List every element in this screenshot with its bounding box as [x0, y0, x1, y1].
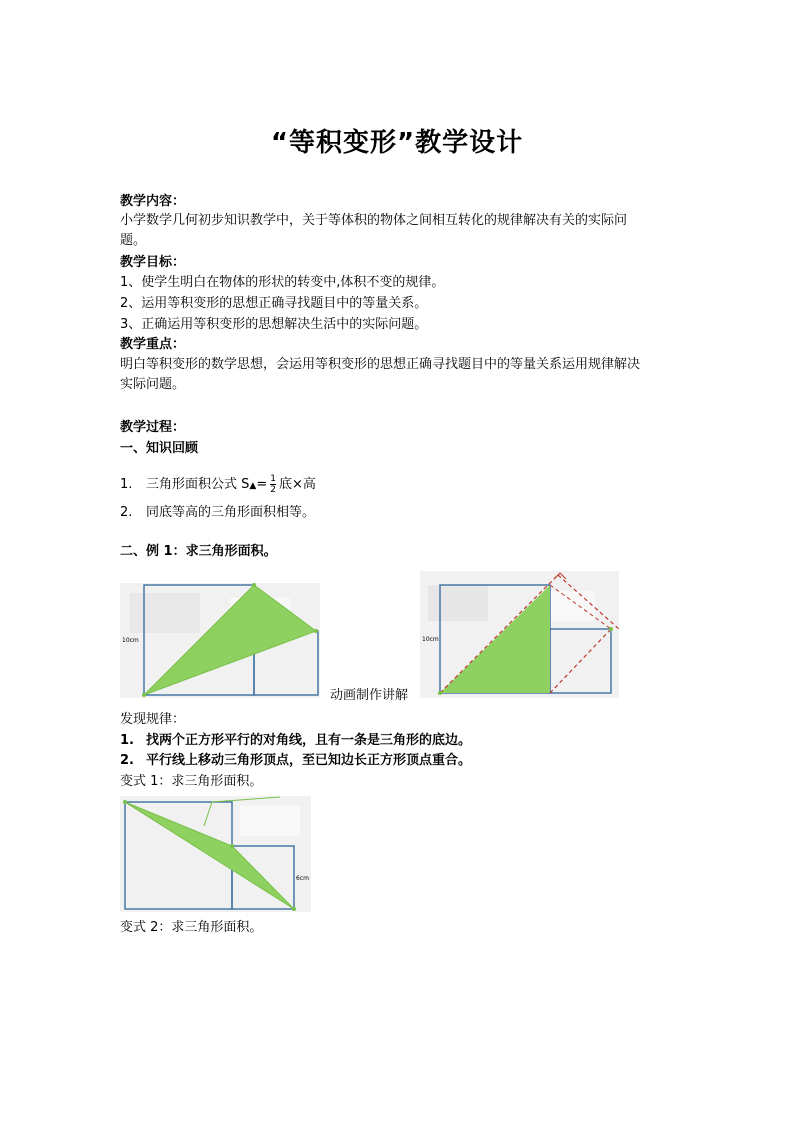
side-length-label: 6cm	[296, 875, 309, 882]
review-item-2-text: 同底等高的三角形面积相等。	[146, 505, 316, 520]
review-item-1-number: 1.	[120, 477, 133, 492]
findings-heading: 发现规律：	[120, 712, 186, 727]
content-text: 小学数学几何初步知识教学中，关于等体积的物体之间相互转化的规律解决有关的实际问题。	[120, 213, 628, 248]
focus-text: 明白等积变形的数学思想，会运用等积变形的思想正确寻找题目中的等量关系运用规律解决实际问题。	[120, 357, 641, 392]
animation-caption: 动画制作讲解	[330, 688, 409, 703]
triangle-subscript: ▲	[249, 481, 257, 491]
example1-figure	[120, 583, 320, 698]
content-heading: 教学内容：	[120, 194, 186, 209]
goal-item-3: 3、正确运用等积变形的思想解决生活中的实际问题。	[120, 317, 428, 332]
finding-item-1-number: 1.	[120, 733, 134, 748]
example1-heading: 二、例 1：求三角形面积。	[120, 544, 277, 559]
review-item-2-number: 2.	[120, 505, 133, 520]
finding-item-2	[120, 751, 471, 771]
area-formula-suffix: 底×高	[278, 477, 316, 492]
one-half-fraction	[270, 474, 276, 495]
variant1-figure	[120, 796, 311, 912]
goals-heading: 教学目标：	[120, 255, 186, 270]
example1-animated-figure	[420, 571, 619, 698]
variant2-heading: 变式 2：求三角形面积。	[120, 920, 263, 935]
variant1-heading: 变式 1：求三角形面积。	[120, 774, 263, 789]
finding-item-2-number: 2.	[120, 753, 134, 768]
finding-item-2-text: 平行线上移动三角形顶点，至已知边长正方形顶点重合。	[146, 753, 472, 768]
focus-heading: 教学重点：	[120, 337, 186, 352]
goal-item-2: 2、运用等积变形的思想正确寻找题目中的等量关系。	[120, 296, 428, 311]
side-length-label: 10cm	[122, 637, 139, 644]
fraction-denominator: 2	[270, 485, 276, 495]
equals-sign: =	[256, 477, 268, 492]
goal-item-1: 1、使学生明白在物体的形状的转变中,体积不变的规律。	[120, 275, 445, 290]
page-title: “等积变形”教学设计	[270, 128, 524, 158]
side-length-label: 10cm	[422, 636, 439, 643]
finding-item-1-text: 找两个正方形平行的对角线，且有一条是三角形的底边。	[146, 733, 472, 748]
section-review-heading: 一、知识回顾	[120, 441, 199, 456]
area-formula-prefix: 三角形面积公式 S	[146, 477, 250, 492]
fraction-numerator: 1	[270, 474, 276, 484]
finding-item-1	[120, 731, 471, 751]
review-item-2	[120, 503, 315, 523]
process-heading: 教学过程：	[120, 420, 186, 435]
review-item-1	[120, 474, 316, 496]
